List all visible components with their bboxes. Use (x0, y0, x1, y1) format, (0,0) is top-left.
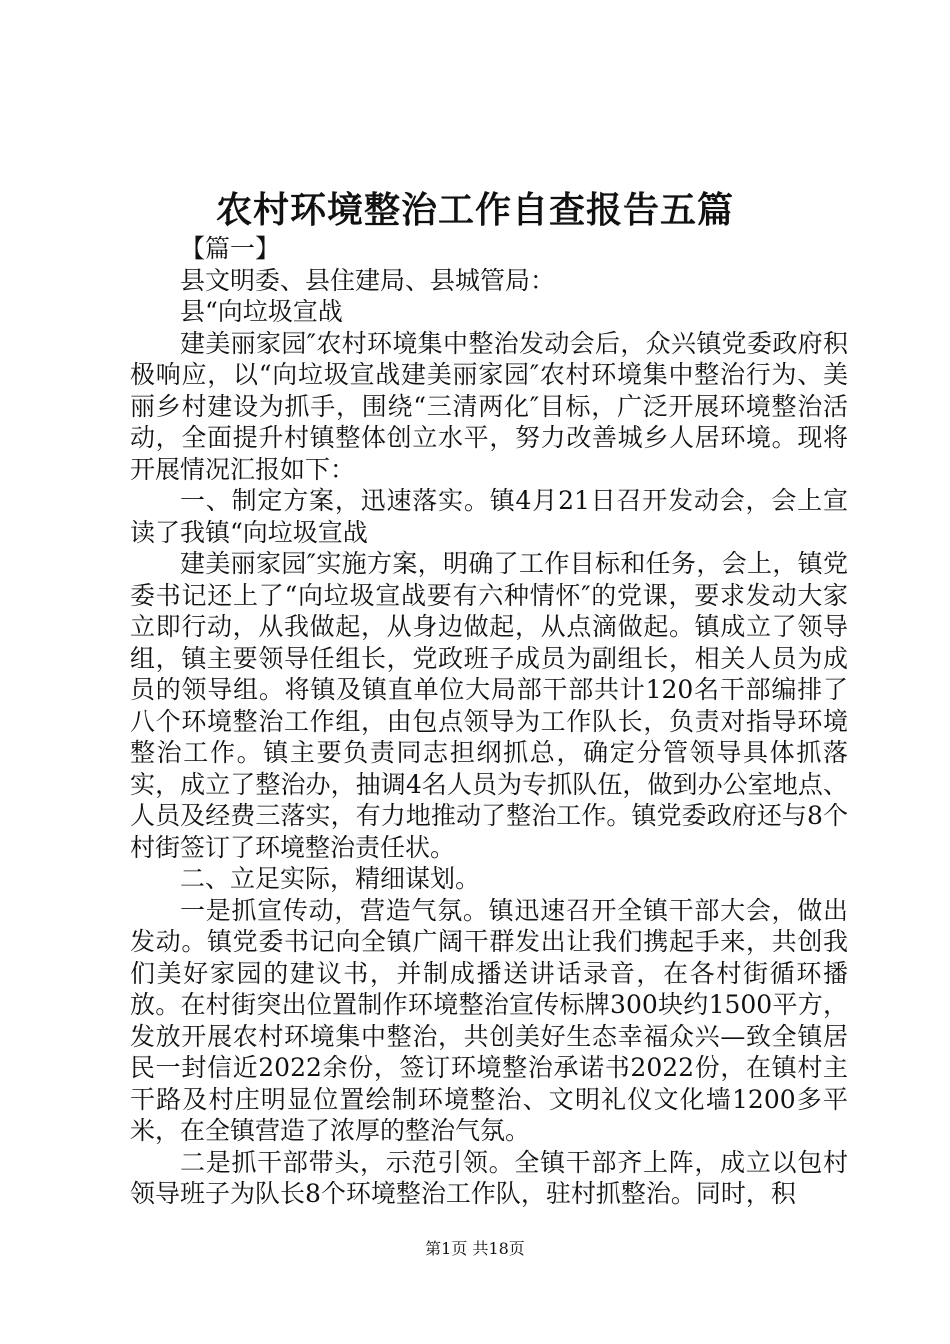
paragraph: 二是抓干部带头，示范引领。全镇干部齐上阵，成立以包村领导班子为队长8个环境整治工作队，驻村抓整治。同时，积 (130, 1147, 848, 1208)
paragraph: 建美丽家园″实施方案，明确了工作目标和任务，会上，镇党委书记还上了“向垃圾宣战要有六种情怀″的党课，要求发动大家立即行动，从我做起，从身边做起，从点滴做起。镇成立了领导组，镇主要领导任组长，党政班子成员为副组长，相关人员为成员的领导组。将镇及镇直单位大局部干部共计120名干部编排了八个环境整治工作组，由包点领导为工作队长，负责对指导环境整治工作。镇主要负责同志担纲抓总，确定分管领导具体抓落实，成立了整治办，抽调4名人员为专抓队伍，做到办公室地点、人员及经费三落实，有力地推动了整治工作。镇党委政府还与8个村街签订了环境整治责任状。 (130, 549, 848, 862)
page-number: 第1页 共18页 (425, 1239, 525, 1258)
paragraph: 一、制定方案，迅速落实。镇4月21日召开发动会，会上宣读了我镇“向垃圾宣战 (130, 486, 848, 547)
paragraph: 建美丽家园″农村环境集中整治发动会后，众兴镇党委政府积极响应，以“向垃圾宣战建美丽家园″农村环境集中整治行为、美丽乡村建设为抓手，围绕“三清两化″目标，广泛开展环境整治活动，全面提升村镇整体创立水平，努力改善城乡人居环境。现将开展情况汇报如下： (130, 328, 848, 484)
document-body (130, 233, 848, 1210)
section-heading: 【篇一】 (180, 234, 281, 263)
document-title: 农村环境整治工作自查报告五篇 (215, 189, 734, 231)
paragraph: 县“向垃圾宣战 (180, 297, 343, 326)
salutation: 县文明委、县住建局、县城管局： (180, 265, 556, 295)
subsection-heading: 二、立足实际，精细谋划。 (180, 864, 481, 893)
paragraph: 一是抓宣传动，营造气氛。镇迅速召开全镇干部大会，做出发动。镇党委书记向全镇广阔干群发出让我们携起手来，共创我们美好家园的建议书，并制成播送讲话录音，在各村街循环播放。在村街突出位置制作环境整治宣传标牌300块约1500平方，发放开展农村环境集中整治，共创美好生态幸福众兴—致全镇居民一封信近2022余份，签订环境整治承诺书2022份，在镇村主干路及村庄明显位置绘制环境整治、文明礼仪文化墙1200多平米，在全镇营造了浓厚的整治气氛。 (130, 895, 848, 1145)
